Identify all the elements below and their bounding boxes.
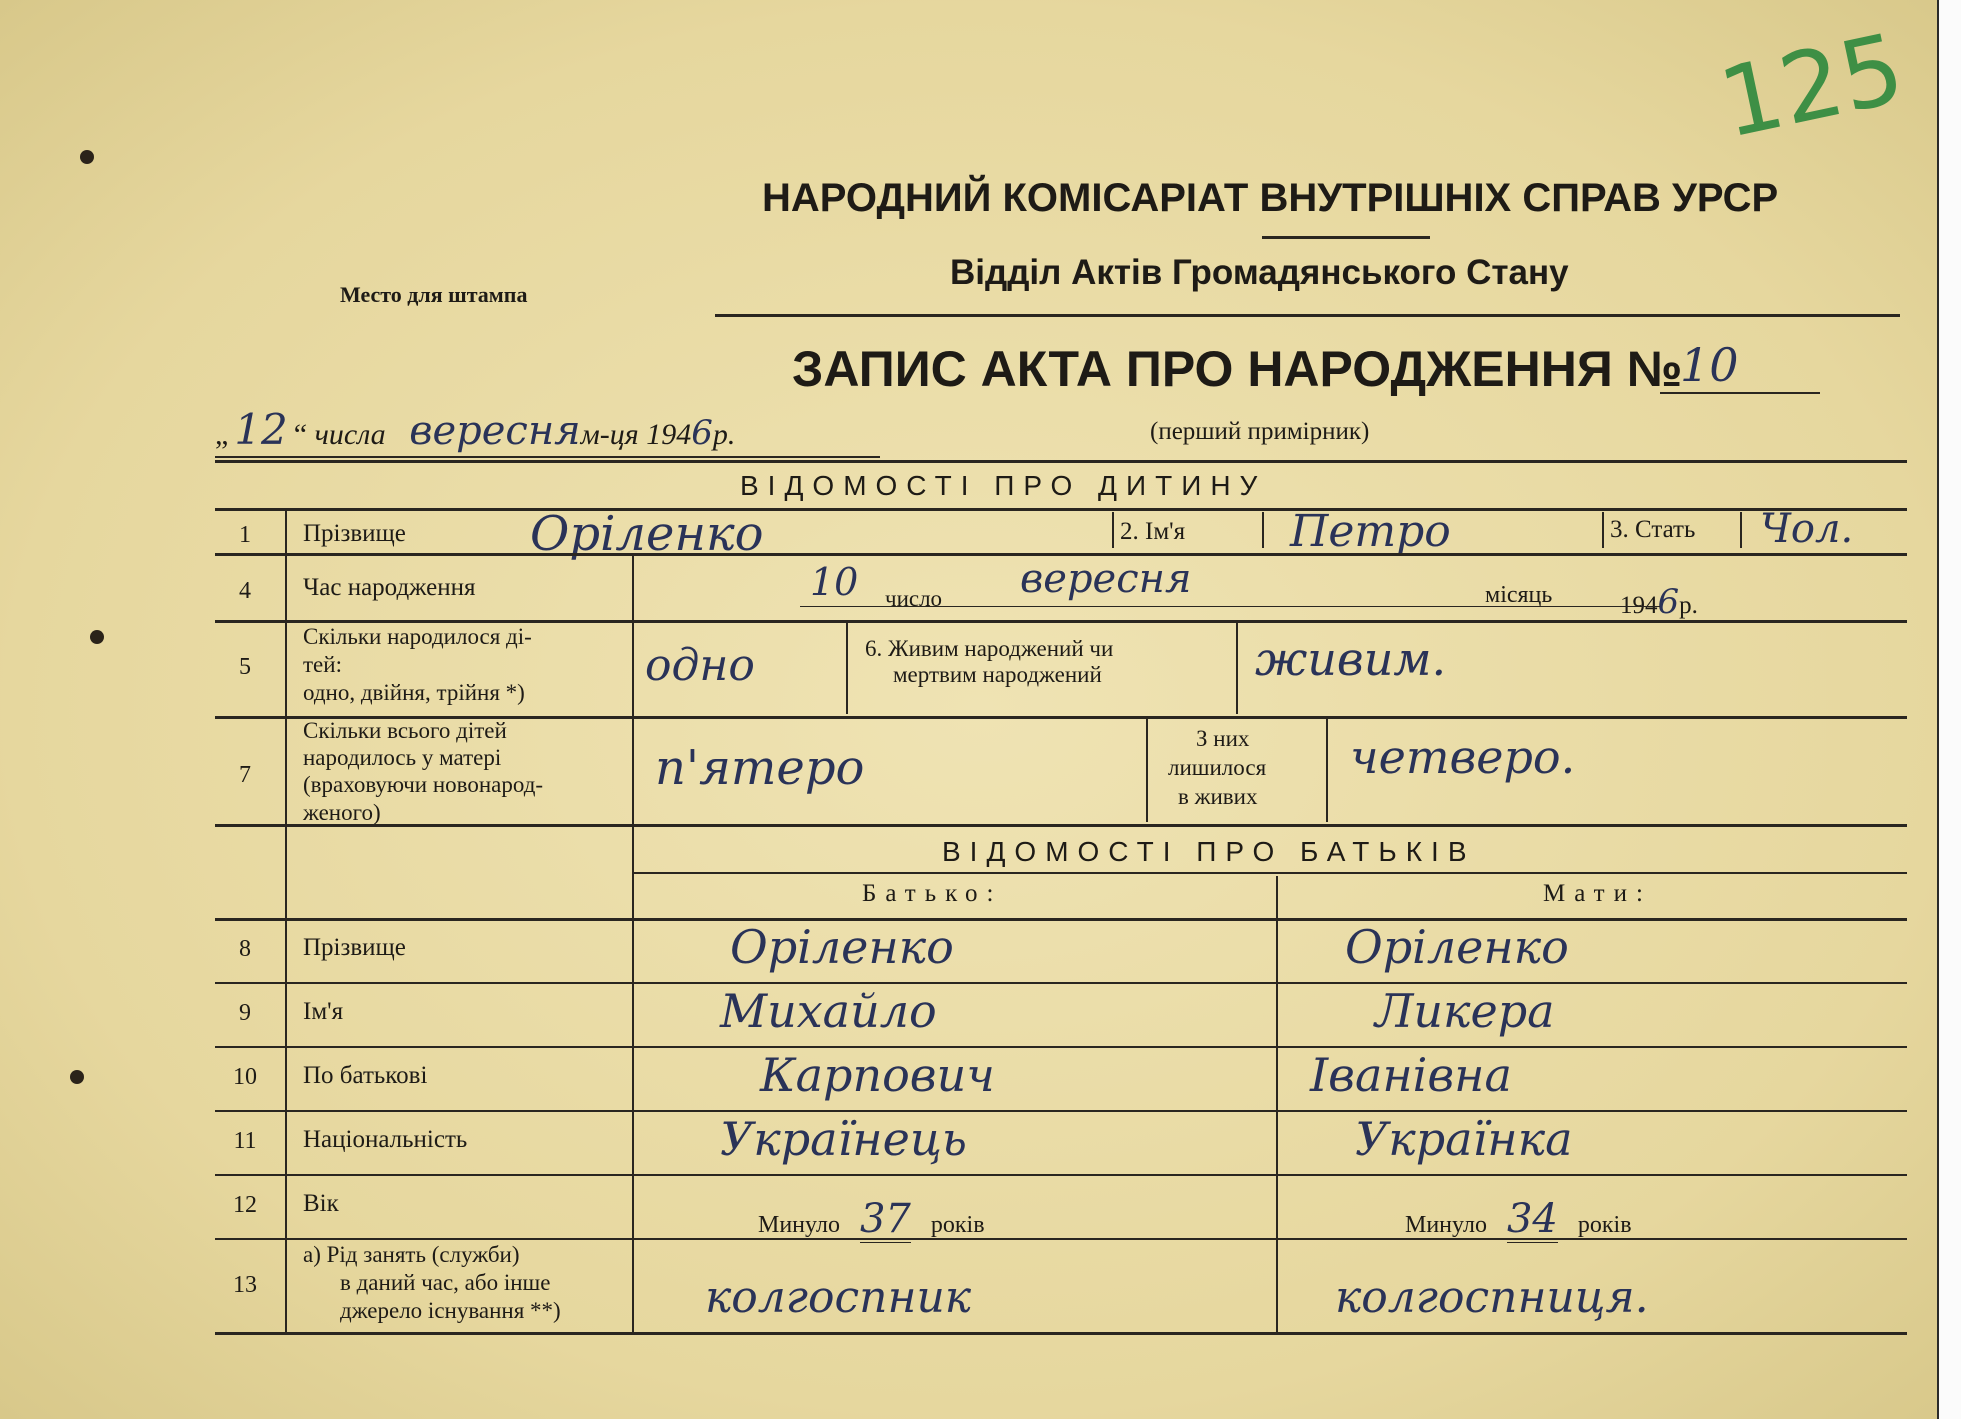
header-divider: [1262, 236, 1430, 239]
father-nationality-value: Українець: [720, 1112, 967, 1166]
birth-day-label: число: [885, 586, 943, 611]
record-number-underline: [1660, 392, 1820, 394]
department-title: Відділ Актів Громадянського Стану: [950, 253, 1569, 292]
date-line: „ 12 “ числа вересням-ця 1946р.: [215, 405, 736, 454]
row-border: [215, 824, 1907, 827]
mother-occupation-value: колгоспниця.: [1335, 1272, 1649, 1323]
number-column-divider: [285, 510, 287, 1332]
child-surname-value: Оріленко: [530, 506, 764, 562]
child-sex-value: Чол.: [1760, 506, 1854, 552]
date-underline: [215, 456, 880, 458]
occupation-label-line3: джерело існування **): [340, 1298, 561, 1323]
paper-edge-strip: [1937, 0, 1961, 1419]
date-chysla-label: числа: [314, 418, 386, 451]
mother-age-value: 34: [1506, 1196, 1558, 1242]
total-children-label-line1: Скільки всього дітей: [303, 718, 507, 743]
date-year-digit: 6: [691, 413, 713, 453]
binder-hole: [70, 1070, 84, 1084]
child-heading-border: [215, 508, 1907, 511]
father-name-value: Михайло: [720, 984, 937, 1038]
binder-hole: [80, 150, 94, 164]
birth-year-r: р.: [1679, 592, 1698, 619]
mother-nationality-value: Українка: [1355, 1112, 1573, 1166]
divider: [846, 622, 848, 714]
total-children-label-line3: (враховуючи новонарод-: [303, 772, 544, 797]
child-name-value: Петро: [1290, 506, 1451, 557]
alive-label-line2: лишилося: [1168, 755, 1267, 780]
father-rokiv-label: років: [930, 1212, 985, 1238]
birth-year-digit: 6: [1657, 582, 1680, 622]
stamp-place-label: Место для штампа: [340, 282, 528, 307]
total-children-value: п'ятеро: [655, 740, 865, 796]
patronymic-label: По батькові: [303, 1062, 428, 1089]
mother-age: [1405, 1196, 1632, 1242]
divider: [1236, 622, 1238, 714]
mother-rokiv-label: років: [1577, 1212, 1632, 1238]
surname-label: Прізвище: [303, 520, 406, 547]
row-border: [215, 1110, 1907, 1112]
mother-minulo-label: Минуло: [1405, 1212, 1487, 1238]
divider: [1602, 512, 1604, 548]
row-number-5: 5: [239, 654, 251, 680]
row-border: [215, 918, 1907, 921]
divider: [1740, 512, 1742, 548]
birth-time-label: Час народження: [303, 574, 476, 601]
children-born-value: одно: [645, 640, 755, 691]
father-surname-value: Оріленко: [730, 920, 954, 974]
table-top-border: [215, 460, 1907, 463]
father-age-value: 37: [859, 1196, 911, 1242]
birth-month-value: вересня: [1020, 556, 1192, 602]
binder-hole: [90, 630, 104, 644]
date-r: р.: [712, 418, 736, 451]
children-born-label-line2: тей:: [303, 652, 342, 677]
total-children-label-line4: женого): [303, 800, 381, 825]
row-number-13: 13: [233, 1272, 257, 1298]
father-patronymic-value: Карпович: [760, 1048, 995, 1102]
divider: [1146, 718, 1148, 822]
live-birth-label-line1: 6. Живим народжений чи: [865, 636, 1114, 661]
label-column-divider: [632, 622, 634, 1332]
table-bottom-border: [215, 1332, 1907, 1335]
father-minulo-label: Минуло: [758, 1212, 840, 1238]
divider: [1112, 512, 1114, 548]
occupation-label-line2: в даний час, або інше: [340, 1270, 551, 1295]
nationality-label: Національність: [303, 1126, 468, 1153]
ministry-title: НАРОДНИЙ КОМІСАРІАТ ВНУТРІШНІХ СПРАВ УРСР: [762, 176, 1779, 220]
row-number-7: 7: [239, 762, 251, 788]
parent-surname-label: Прізвище: [303, 934, 406, 961]
occupation-label-line1: а) Рід занять (служби): [303, 1242, 520, 1267]
child-section-heading: ВІДОМОСТІ ПРО ДИТИНУ: [740, 470, 1267, 501]
mother-name-value: Ликера: [1375, 984, 1555, 1038]
divider: [632, 556, 634, 620]
row-border: [215, 982, 1907, 984]
row-border: [215, 620, 1907, 623]
children-born-label-line3: одно, двійня, трійня *): [303, 680, 525, 705]
birth-day-value: 10: [810, 560, 859, 604]
date-month: вересня: [409, 408, 581, 454]
birth-year-prefix: 194: [1620, 592, 1658, 619]
divider: [1262, 512, 1264, 548]
mother-patronymic-value: Іванівна: [1310, 1048, 1512, 1102]
total-children-label-line2: народилось у матері: [303, 745, 502, 770]
record-title: ЗАПИС АКТА ПРО НАРОДЖЕННЯ №: [792, 341, 1683, 397]
parents-column-divider: [1276, 876, 1278, 1332]
row-number-10: 10: [233, 1064, 257, 1090]
department-underline: [715, 314, 1900, 317]
birth-month-label: місяць: [1485, 582, 1553, 608]
record-number-value: 10: [1680, 338, 1739, 392]
row-number-1: 1: [239, 522, 251, 548]
live-birth-value: живим.: [1255, 632, 1447, 686]
sex-label: 3. Стать: [1610, 516, 1696, 543]
row-number-9: 9: [239, 1000, 251, 1026]
date-day: 12: [234, 405, 288, 454]
alive-label-line1: З них: [1196, 726, 1250, 751]
row-border: [215, 1238, 1907, 1240]
row-border: [215, 1174, 1907, 1176]
parents-section-heading: ВІДОМОСТІ ПРО БАТЬКІВ: [942, 836, 1476, 867]
parent-name-label: Ім'я: [303, 998, 344, 1025]
archive-number: 125: [1710, 12, 1913, 160]
age-label: Вік: [303, 1190, 339, 1217]
row-number-8: 8: [239, 936, 251, 962]
birth-year: [1620, 582, 1698, 622]
alive-value: четверо.: [1350, 730, 1576, 784]
copy-note: (перший примірник): [1150, 418, 1370, 445]
row-number-11: 11: [233, 1128, 257, 1154]
father-heading: Батько:: [862, 880, 1003, 907]
mother-heading: Мати:: [1543, 880, 1652, 907]
children-born-label-line1: Скільки народилося ді-: [303, 624, 532, 649]
row-number-12: 12: [233, 1192, 257, 1218]
birth-date-underline: [800, 606, 1660, 607]
row-number-4: 4: [239, 578, 251, 604]
father-age: [758, 1196, 985, 1242]
mother-surname-value: Оріленко: [1345, 920, 1569, 974]
alive-label-line3: в живих: [1178, 784, 1258, 809]
row-border: [215, 1046, 1907, 1048]
father-occupation-value: колгоспник: [705, 1272, 972, 1323]
parents-heading-border: [632, 872, 1907, 874]
date-month-suffix: м-ця 194: [580, 418, 692, 451]
name-label: 2. Ім'я: [1120, 518, 1186, 545]
divider: [1326, 718, 1328, 822]
live-birth-label-line2: мертвим народжений: [893, 662, 1102, 687]
